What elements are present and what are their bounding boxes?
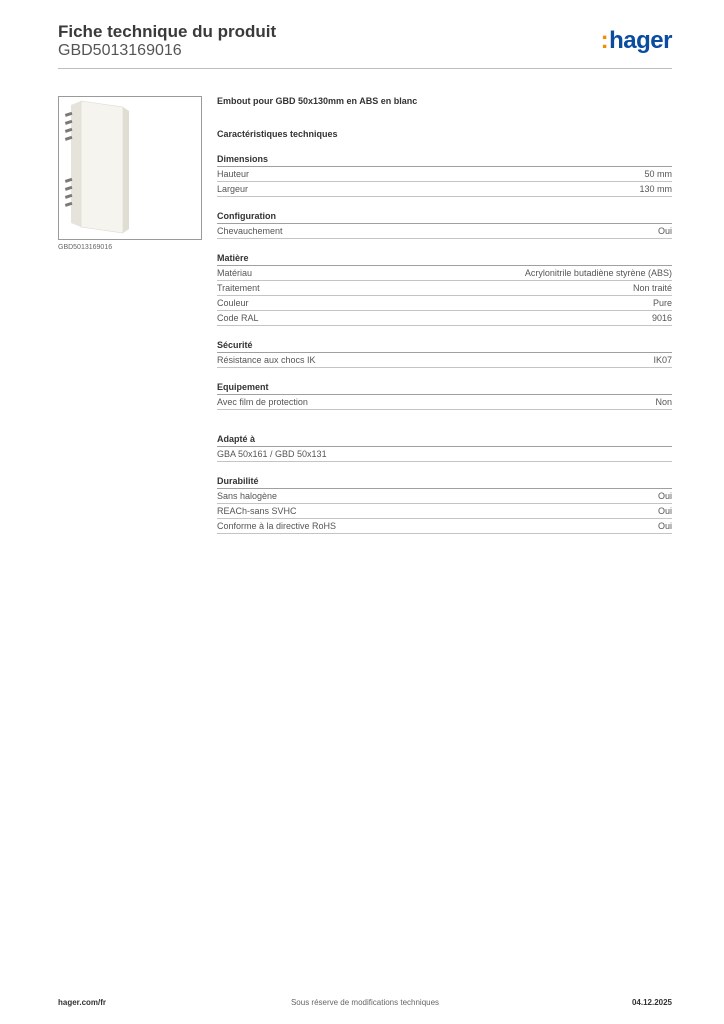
spec-label: Conforme à la directive RoHS — [217, 521, 337, 531]
product-code: GBD5013169016 — [58, 42, 182, 59]
spec-row — [217, 224, 672, 239]
technical-characteristics-title: Caractéristiques techniques — [217, 129, 338, 139]
group-title: Matière — [217, 252, 672, 266]
spec-label: Hauteur — [217, 169, 250, 179]
spec-row — [217, 182, 672, 197]
spec-label: Résistance aux chocs IK — [217, 355, 316, 365]
spec-value: Oui — [657, 226, 672, 236]
spec-label: Avec film de protection — [217, 397, 308, 407]
image-caption: GBD5013169016 — [58, 244, 113, 251]
spec-row — [217, 311, 672, 326]
group-securite — [217, 339, 672, 368]
group-title: Sécurité — [217, 339, 672, 353]
website-link[interactable]: hager.com/fr — [58, 998, 107, 1007]
spec-label: Largeur — [217, 184, 249, 194]
group-title: Adapté à — [217, 433, 672, 447]
spec-value: Non — [655, 397, 672, 407]
product-photo — [59, 97, 201, 239]
spec-label: Code RAL — [217, 313, 259, 323]
spec-row — [217, 504, 672, 519]
spec-label: REACh-sans SVHC — [217, 506, 297, 516]
spec-value: IK07 — [653, 355, 672, 365]
spec-label: Matériau — [217, 268, 253, 278]
document-title: Fiche technique du produit — [58, 22, 277, 41]
group-durabilite — [217, 475, 672, 534]
spec-value: Oui — [657, 506, 672, 516]
spec-row — [217, 489, 672, 504]
spec-value: 130 mm — [639, 184, 672, 194]
page-footer — [58, 998, 672, 1010]
footer-date: 04.12.2025 — [631, 998, 672, 1007]
group-title: Dimensions — [217, 153, 672, 167]
spec-value: Oui — [657, 521, 672, 531]
spec-row — [217, 281, 672, 296]
spec-label: Sans halogène — [217, 491, 278, 501]
spec-value: Acrylonitrile butadiène styrène (ABS) — [524, 268, 672, 278]
spec-row — [217, 519, 672, 534]
group-title: Equipement — [217, 381, 672, 395]
group-matiere — [217, 252, 672, 326]
spec-value: 50 mm — [644, 169, 672, 179]
spec-row — [217, 353, 672, 368]
group-title: Configuration — [217, 210, 672, 224]
group-equipement — [217, 381, 672, 410]
footer-notice: Sous réserve de modifications techniques — [290, 998, 440, 1007]
product-details — [217, 95, 672, 534]
spec-label: GBA 50x161 / GBD 50x131 — [217, 449, 327, 459]
hager-logo[interactable]: :hager — [600, 27, 672, 54]
group-adapte — [217, 433, 672, 462]
spec-label: Chevauchement — [217, 226, 283, 236]
group-title: Durabilité — [217, 475, 672, 489]
group-dimensions — [217, 153, 672, 197]
spec-row — [217, 266, 672, 281]
spec-value: Pure — [652, 298, 672, 308]
product-image — [58, 96, 202, 240]
page-header — [58, 20, 672, 69]
group-configuration — [217, 210, 672, 239]
spec-row — [217, 296, 672, 311]
spec-row — [217, 167, 672, 182]
spec-value: Non traité — [632, 283, 672, 293]
spec-value: Oui — [657, 491, 672, 501]
spec-row — [217, 447, 672, 462]
product-description: Embout pour GBD 50x130mm en ABS en blanc — [217, 96, 418, 106]
spec-label: Couleur — [217, 298, 249, 308]
spec-row — [217, 395, 672, 410]
spec-value: 9016 — [651, 313, 672, 323]
spec-label: Traitement — [217, 283, 260, 293]
